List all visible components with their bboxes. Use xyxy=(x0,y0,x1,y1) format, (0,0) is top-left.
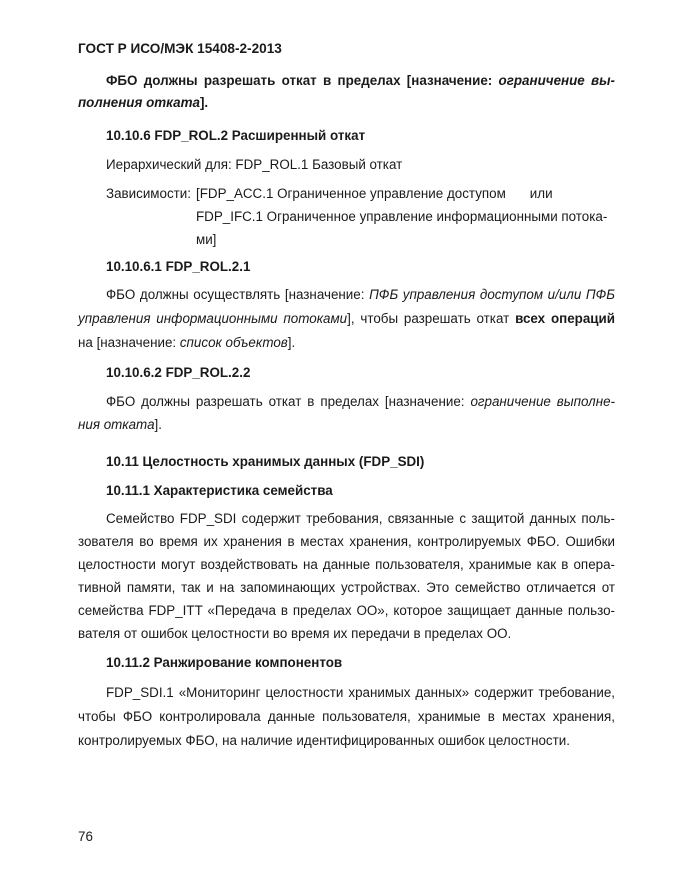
ranking-para-line-2: чтобы ФБО контролировала данные пользователя, хранимые в местах хранения, xyxy=(78,709,615,724)
rol22-line-2: ния отката]. xyxy=(78,417,162,432)
rol21-line-2: управления информационными потоками], чтобы разрешать откат всех операций xyxy=(78,311,615,326)
intro-line-2: полнения отката]. xyxy=(78,95,209,110)
ranking-para-line-1: FDP_SDI.1 «Мониторинг целостности хранимых данных» содержит требование, xyxy=(106,685,615,700)
section-heading-10-11-2: 10.11.2 Ранжирование компонентов xyxy=(106,655,343,670)
hierarchical-line: Иерархический для: FDP_ROL.1 Базовый откат xyxy=(106,157,403,172)
section-heading-10-10-6-2: 10.10.6.2 FDP_ROL.2.2 xyxy=(106,365,251,380)
dependency-line-1: [FDP_ACC.1 Ограниченное управление доступом или xyxy=(196,186,553,201)
family-para-line-6: вателя от ошибок целостности во время их передачи в пределах ОО. xyxy=(78,626,512,641)
section-heading-10-11: 10.11 Целостность хранимых данных (FDP_SDI) xyxy=(106,454,425,469)
rol22-line-1: ФБО должны разрешать откат в пределах [назначение: ограничение выполне- xyxy=(106,394,615,409)
family-para-line-3: целостности могут воздействовать на данные пользователя, хранимые как в опера- xyxy=(78,557,615,572)
family-para-line-4: тивной памяти, так и на запоминающих устройствах. Это семейство отличается от xyxy=(78,580,615,595)
document-header: ГОСТ Р ИСО/МЭК 15408-2-2013 xyxy=(78,41,282,56)
rol21-line-3: на [назначение: список объектов]. xyxy=(78,335,296,350)
family-para-line-2: зователя во время их хранения в местах хранения, контролируемых ФБО. Ошибки xyxy=(78,534,615,549)
rol21-line-1: ФБО должны осуществлять [назначение: ПФБ управления доступом и/или ПФБ xyxy=(106,287,615,302)
intro-line-1: ФБО должны разрешать откат в пределах [назначение: ограничение вы- xyxy=(106,73,615,88)
page-number: 76 xyxy=(78,829,93,844)
section-heading-10-11-1: 10.11.1 Характеристика семейства xyxy=(106,483,333,498)
dependency-line-3: ми] xyxy=(196,232,217,247)
family-para-line-1: Семейство FDP_SDI содержит требования, связанные с защитой данных поль- xyxy=(106,511,615,526)
section-heading-10-10-6-1: 10.10.6.1 FDP_ROL.2.1 xyxy=(106,259,251,274)
family-para-line-5: семейства FDP_ITT «Передача в пределах ОО», которое защищает данные пользо- xyxy=(78,603,615,618)
section-heading-10-10-6: 10.10.6 FDP_ROL.2 Расширенный откат xyxy=(106,128,366,143)
ranking-para-line-3: контролируемых ФБО, на наличие идентифицированных ошибок целостности. xyxy=(78,733,570,748)
dependency-line-2: FDP_IFC.1 Ограниченное управление информационными потока- xyxy=(196,209,608,224)
dependencies-label: Зависимости: xyxy=(106,186,191,201)
